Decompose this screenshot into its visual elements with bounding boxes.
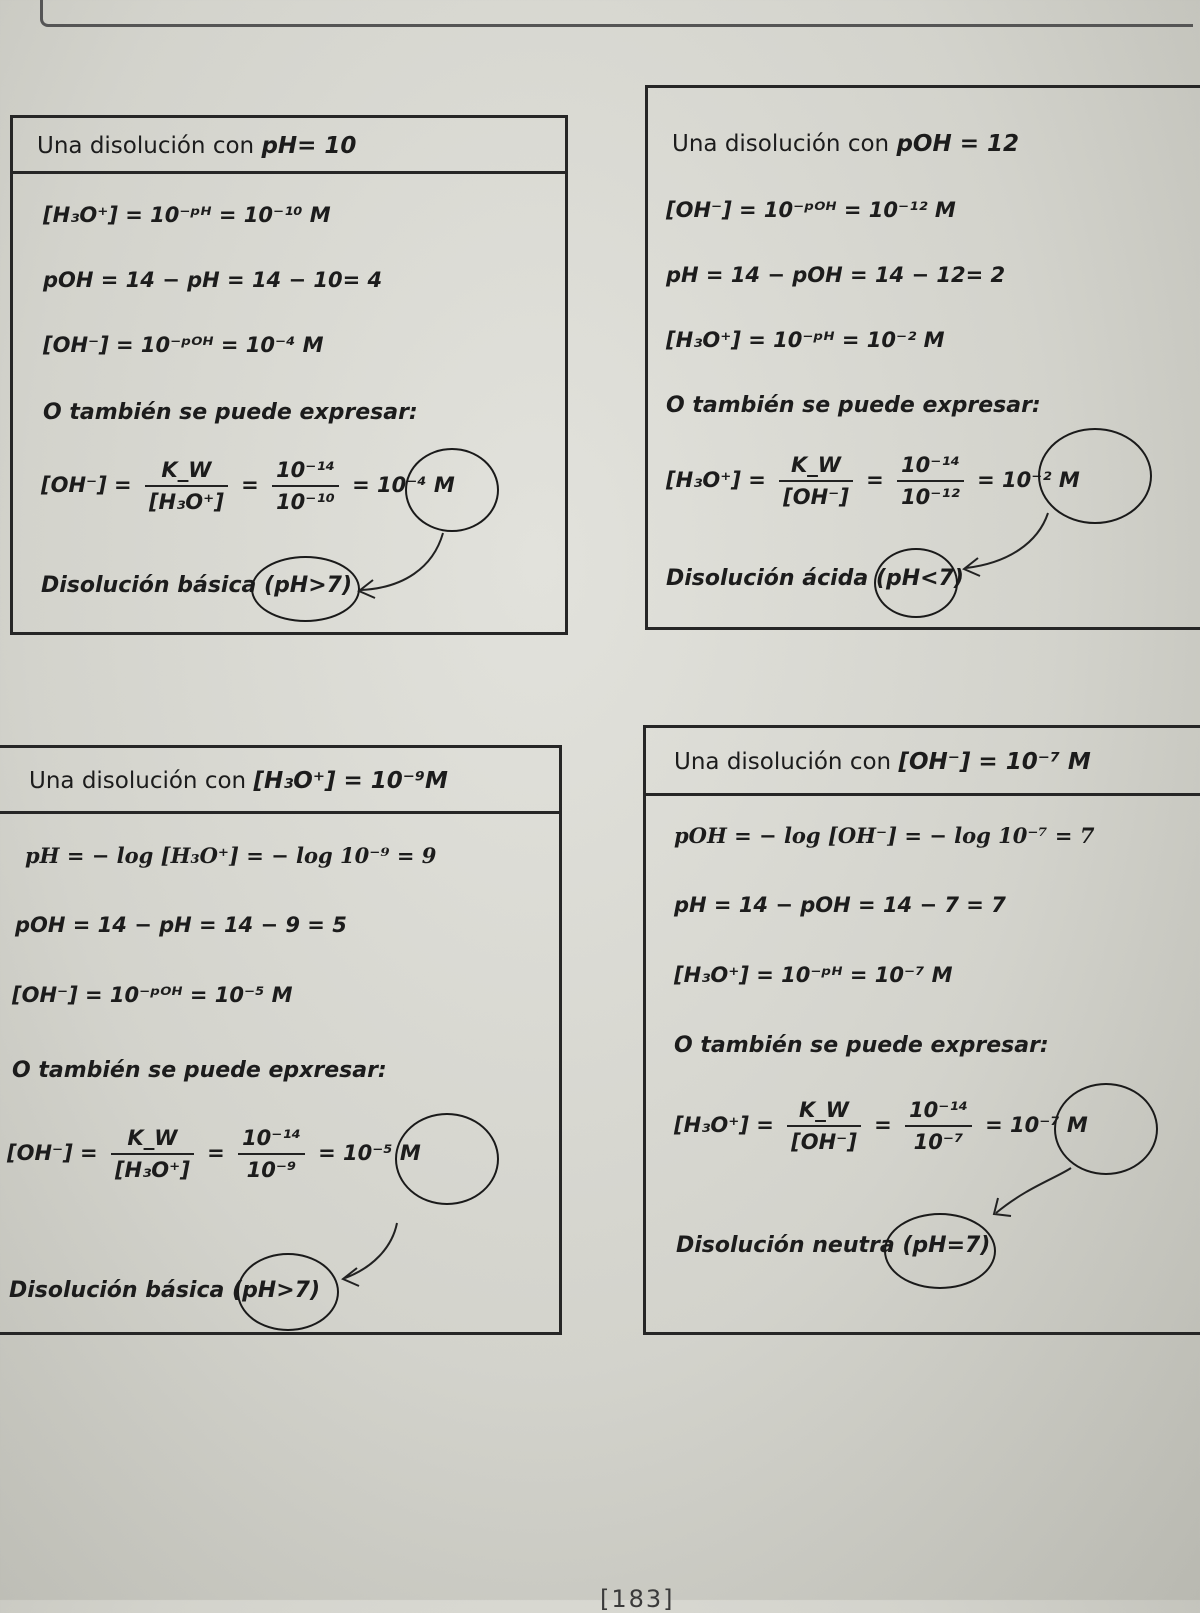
also-expressed-label: O también se puede expresar: (666, 393, 1041, 418)
previous-box-edge (40, 0, 1193, 27)
also-expressed-label: O también se puede expresar: (674, 1033, 1049, 1058)
ph-circle (237, 1253, 339, 1331)
poh-line: pOH = 14 − pH = 14 − 9 = 5 (15, 913, 347, 937)
formula-result: 10⁻² M (1002, 468, 1080, 492)
result-circle (395, 1113, 499, 1205)
box-h3o-10-9 (0, 745, 562, 1335)
formula-lhs: [OH⁻] = (41, 473, 132, 497)
result-circle (405, 448, 499, 532)
hand-arrow (327, 1218, 447, 1298)
h3o-line: [H₃O⁺] = 10⁻ᵖᴴ = 10⁻⁷ M (674, 963, 953, 987)
ph-circle (874, 548, 958, 618)
conclusion: Disolución neutra (pH=7) (676, 1233, 991, 1258)
kw-formula: [H₃O⁺] = $\frac{K\_W}{[OH^-]}$ = $\frac{\text{10⁻¹⁴}}{\text{10⁻⁷}}$ = 10⁻⁷ M (674, 1098, 1088, 1154)
box-title (648, 116, 1200, 172)
oh-line: [OH⁻] = 10⁻ᵖᴼᴴ = 10⁻⁵ M (12, 983, 293, 1007)
conclusion: Disolución básica (pH>7) (9, 1278, 321, 1303)
formula-lhs: [H₃O⁺] = (674, 1113, 774, 1137)
box-title (13, 118, 565, 174)
oh-line: [OH⁻] = 10⁻ᵖᴼᴴ = 10⁻⁴ M (43, 333, 324, 357)
ph-line: pH = 14 − pOH = 14 − 7 = 7 (674, 893, 1006, 917)
kw-fraction: $\frac{K\_W}{[OH^-]}$ (779, 453, 853, 509)
hand-arrow (343, 528, 463, 608)
title-prefix: Una disolución con (672, 131, 890, 157)
formula-lhs: [OH⁻] = (7, 1141, 98, 1165)
box-ph-10 (10, 115, 568, 635)
page-number: [183] (600, 1585, 675, 1613)
ph-line: pH = 14 − pOH = 14 − 12= 2 (666, 263, 1006, 287)
kw-fraction: $\frac{K\_W}{[OH^-]}$ (787, 1098, 861, 1154)
kw-fraction: $\frac{K\_W}{\text{[H₃O⁺]}}$ (145, 458, 228, 514)
hand-arrow (976, 1158, 1096, 1238)
kw-fraction: $\frac{K\_W}{\text{[H₃O⁺]}}$ (111, 1126, 194, 1182)
title-math: pH= 10 (261, 133, 357, 159)
box-title (646, 728, 1200, 796)
box-title (0, 748, 559, 814)
h3o-line: [H₃O⁺] = 10⁻ᵖᴴ = 10⁻¹⁰ M (43, 203, 331, 227)
formula-lhs: [H₃O⁺] = (666, 468, 766, 492)
formula-result: 10⁻⁷ M (1010, 1113, 1088, 1137)
h3o-line: [H₃O⁺] = 10⁻ᵖᴴ = 10⁻² M (666, 328, 945, 352)
power-fraction: $\frac{\text{10⁻¹⁴}}{\text{10⁻⁹}}$ (238, 1126, 305, 1182)
hand-arrow (948, 508, 1068, 588)
kw-formula: [H₃O⁺] = $\frac{K\_W}{[OH^-]}$ = $\frac{\text{10⁻¹⁴}}{\text{10⁻¹²}}$ = 10⁻² M (666, 453, 1080, 509)
poh-line: pOH = 14 − pH = 14 − 10= 4 (43, 268, 383, 292)
power-fraction: $\frac{\text{10⁻¹⁴}}{\text{10⁻¹²}}$ (897, 453, 964, 509)
title-prefix: Una disolución con (29, 768, 247, 794)
poh-line: pOH = − log [OH⁻] = − log 10⁻⁷ = 7 (674, 823, 1095, 848)
kw-formula: [OH⁻] = $\frac{K\_W}{\text{[H₃O⁺]}}$ = $\frac{\text{10⁻¹⁴}}{\text{10⁻⁹}}$ = 10⁻⁵ M (7, 1126, 421, 1182)
title-prefix: Una disolución con (674, 749, 892, 775)
conclusion: Disolución ácida (pH<7) (666, 566, 964, 591)
box-oh-10-7 (643, 725, 1200, 1335)
also-expressed-label: O también se puede expresar: (43, 400, 418, 425)
title-math: [OH⁻] = 10⁻⁷ M (898, 749, 1091, 775)
title-math: pOH = 12 (896, 131, 1019, 157)
oh-line: [OH⁻] = 10⁻ᵖᴼᴴ = 10⁻¹² M (666, 198, 956, 222)
title-prefix: Una disolución con (37, 133, 255, 159)
formula-result: 10⁻⁵ M (343, 1141, 421, 1165)
formula-result: 10⁻⁴ M (377, 473, 455, 497)
ph-line: pH = − log [H₃O⁺] = − log 10⁻⁹ = 9 (25, 843, 437, 868)
title-math: [H₃O⁺] = 10⁻⁹M (253, 768, 448, 794)
box-poh-12 (645, 85, 1200, 630)
kw-formula: [OH⁻] = $\frac{K\_W}{\text{[H₃O⁺]}}$ = $\frac{\text{10⁻¹⁴}}{\text{10⁻¹⁰}}$ = 10⁻⁴ M (41, 458, 455, 514)
also-expressed-label: O también se puede epxresar: (12, 1058, 387, 1083)
power-fraction: $\frac{\text{10⁻¹⁴}}{\text{10⁻¹⁰}}$ (272, 458, 339, 514)
power-fraction: $\frac{\text{10⁻¹⁴}}{\text{10⁻⁷}}$ (905, 1098, 972, 1154)
conclusion: Disolución básica (pH>7) (41, 573, 353, 598)
